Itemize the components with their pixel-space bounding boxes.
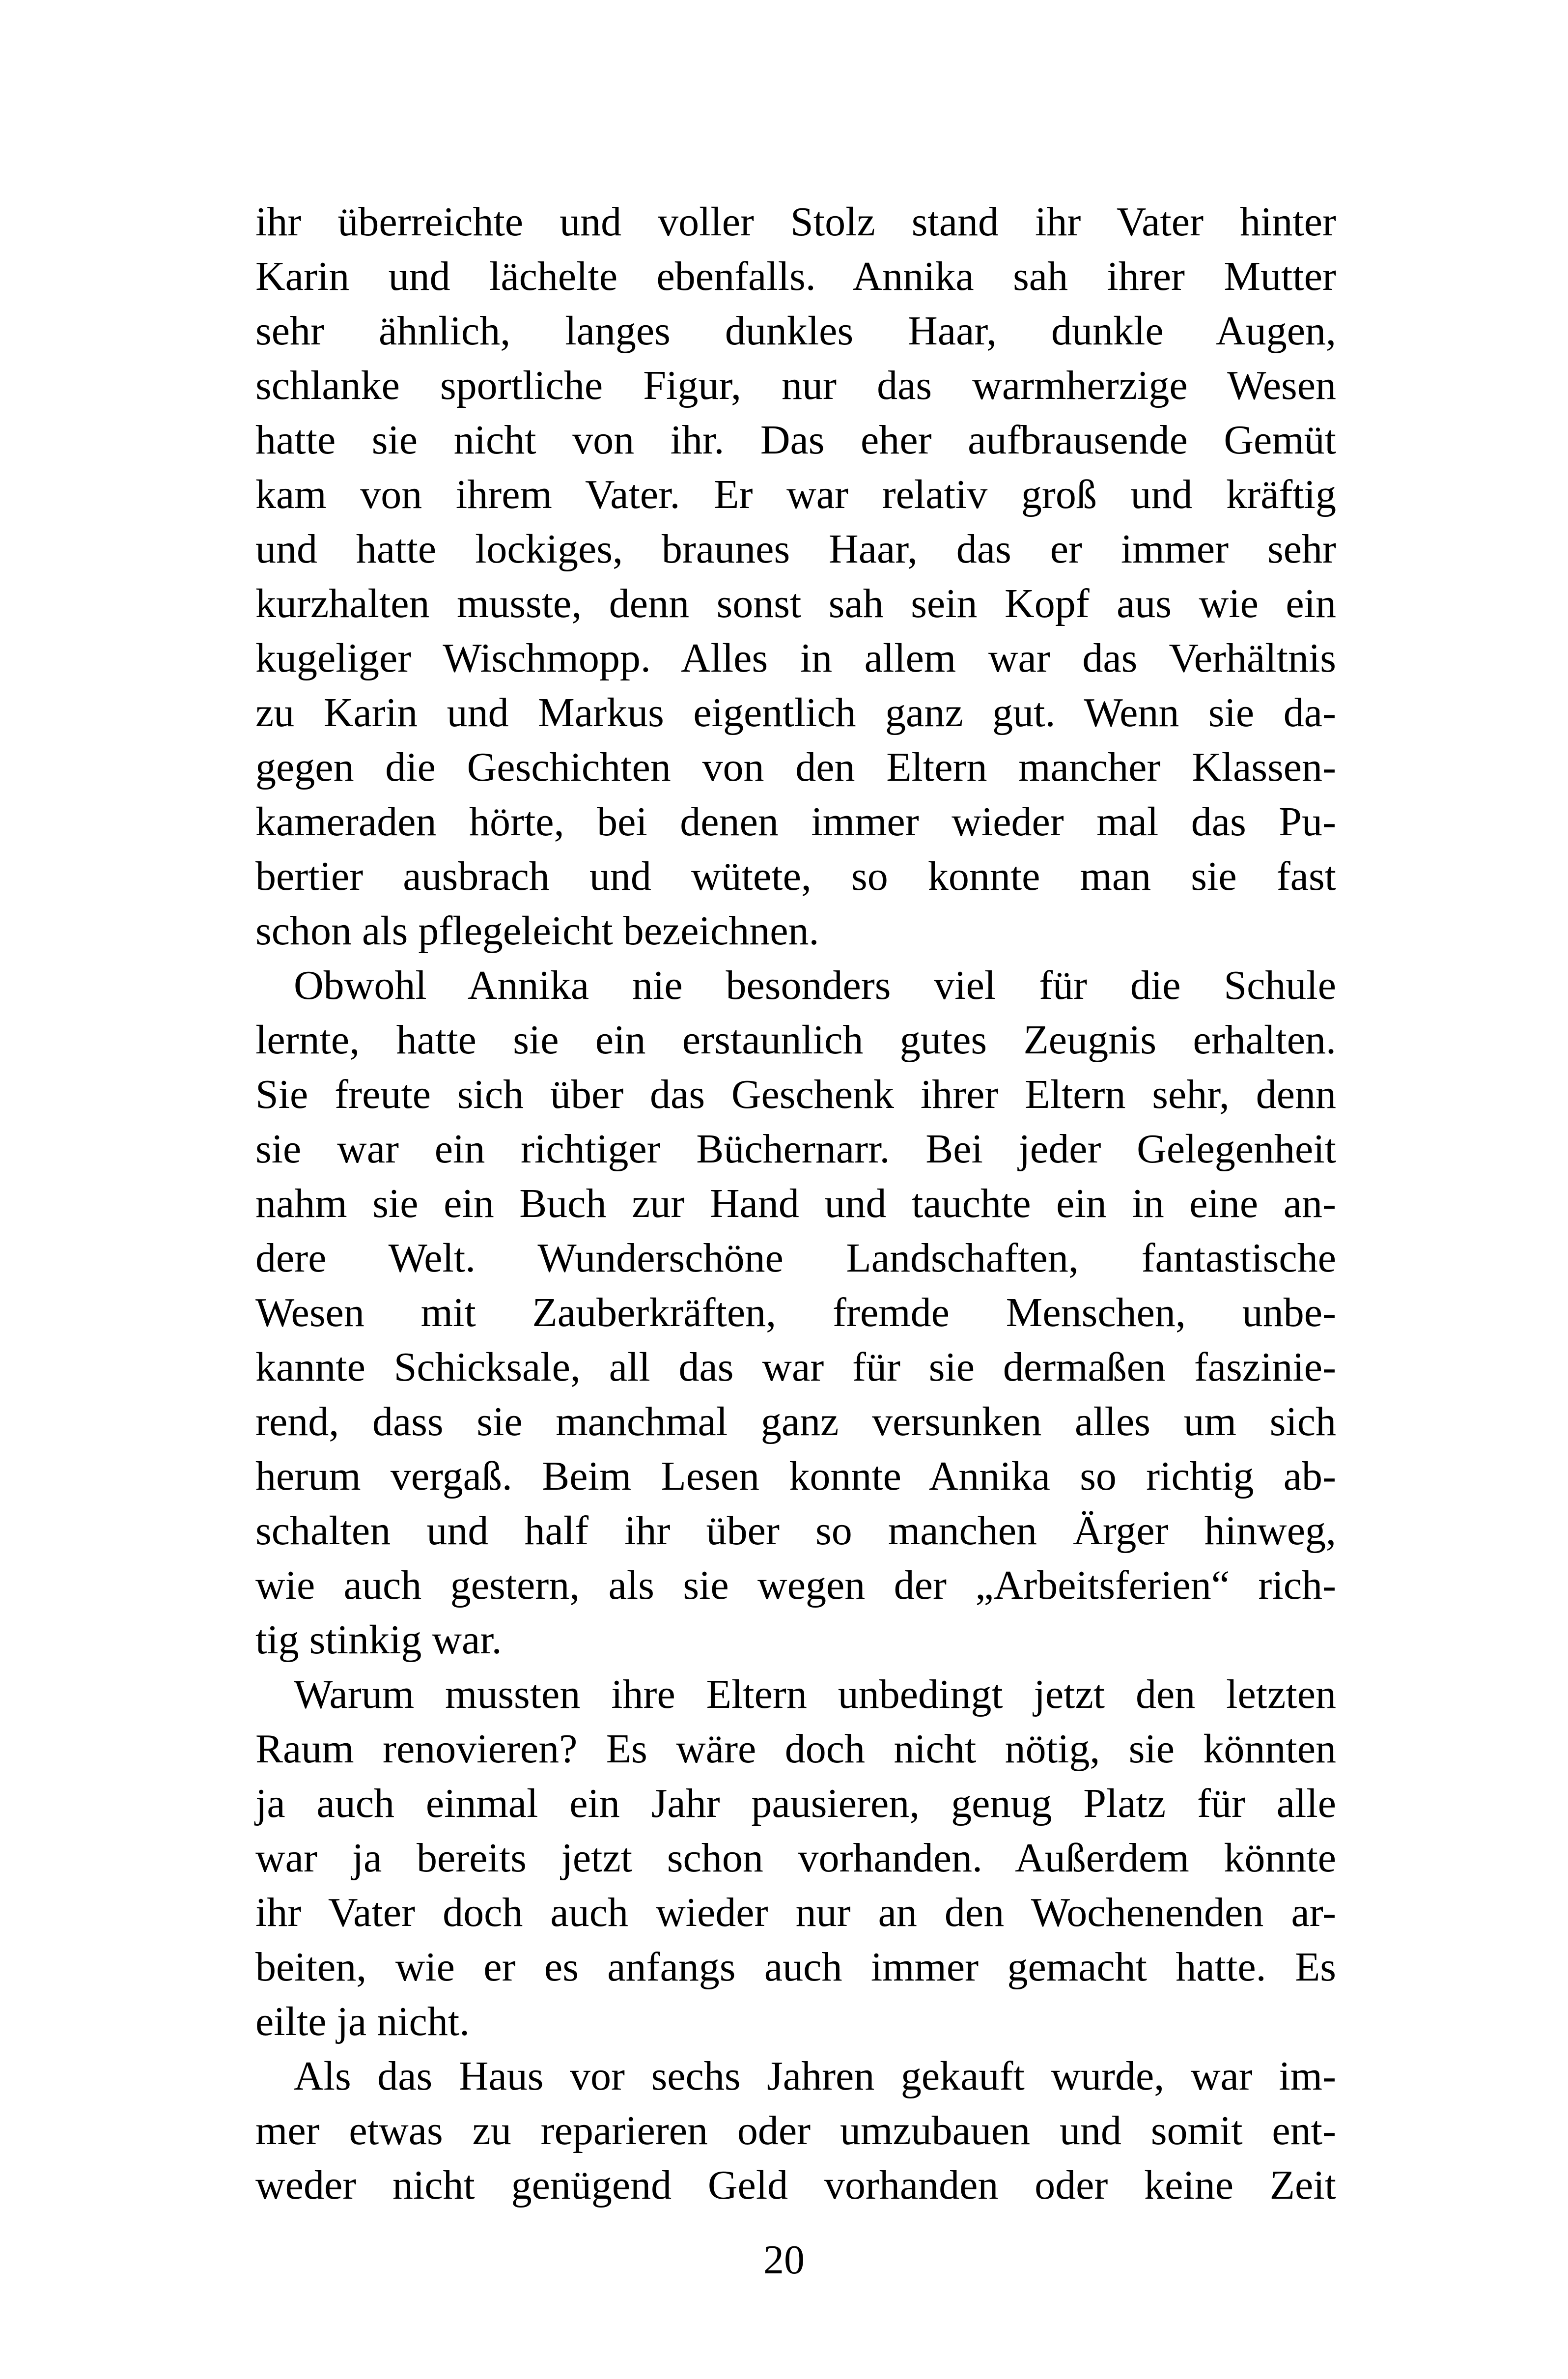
text-line: mer etwas zu reparieren oder umzubauen und somit ent- — [255, 2108, 1336, 2153]
text-line: ihr überreichte und voller Stolz stand ihr Vater hinter — [255, 199, 1336, 245]
text-line: eilte ja nicht. — [255, 1999, 470, 2044]
text-line: weder nicht genügend Geld vorhanden oder keine Zeit — [255, 2162, 1336, 2208]
text-line: sehr ähnlich, langes dunkles Haar, dunkle Augen, — [255, 308, 1336, 354]
text-line: schlanke sportliche Figur, nur das warmherzige Wesen — [255, 363, 1336, 408]
body-text — [255, 195, 1336, 2212]
text-line: schon als pflegeleicht bezeichnen. — [255, 908, 819, 954]
text-line: schalten und half ihr über so manchen Ärger hinweg, — [255, 1508, 1336, 1554]
text-line: nahm sie ein Buch zur Hand und tauchte ein in eine an- — [255, 1181, 1336, 1226]
text-line: und hatte lockiges, braunes Haar, das er immer sehr — [255, 526, 1336, 572]
text-line: Sie freute sich über das Geschenk ihrer Eltern sehr, denn — [255, 1072, 1336, 1117]
text-line: war ja bereits jetzt schon vorhanden. Außerdem könnte — [255, 1835, 1336, 1881]
text-line: tig stinkig war. — [255, 1617, 502, 1663]
text-line: Wesen mit Zauberkräften, fremde Menschen, unbe- — [255, 1290, 1336, 1335]
text-line: ihr Vater doch auch wieder nur an den Wochenenden ar- — [255, 1890, 1336, 1935]
text-line: wie auch gestern, als sie wegen der „Arbeitsferien“ rich- — [255, 1562, 1336, 1608]
text-line: sie war ein richtiger Büchernarr. Bei jeder Gelegenheit — [255, 1126, 1336, 1172]
text-line: dere Welt. Wunderschöne Landschaften, fantastische — [255, 1235, 1336, 1281]
text-line: kam von ihrem Vater. Er war relativ groß und kräftig — [255, 472, 1336, 517]
text-line: hatte sie nicht von ihr. Das eher aufbrausende Gemüt — [255, 417, 1336, 463]
page-number: 20 — [763, 2237, 805, 2283]
text-line: rend, dass sie manchmal ganz versunken alles um sich — [255, 1399, 1336, 1444]
text-line: kurzhalten musste, denn sonst sah sein Kopf aus wie ein — [255, 581, 1336, 626]
text-line: bertier ausbrach und wütete, so konnte man sie fast — [255, 853, 1336, 899]
paragraph — [255, 2049, 1336, 2212]
text-line: beiten, wie er es anfangs auch immer gemacht hatte. Es — [255, 1944, 1336, 1990]
text-line: kameraden hörte, bei denen immer wieder mal das Pu- — [255, 799, 1336, 845]
text-line: zu Karin und Markus eigentlich ganz gut. Wenn sie da- — [255, 690, 1336, 736]
text-line: kugeliger Wischmopp. Alles in allem war das Verhältnis — [255, 635, 1336, 681]
text-line: Obwohl Annika nie besonders viel für die Schule — [294, 963, 1336, 1008]
text-line: Karin und lächelte ebenfalls. Annika sah ihrer Mutter — [255, 254, 1336, 299]
text-line: gegen die Geschichten von den Eltern mancher Klassen- — [255, 744, 1336, 790]
paragraph — [255, 958, 1336, 1667]
text-line: lernte, hatte sie ein erstaunlich gutes Zeugnis erhalten. — [255, 1017, 1336, 1063]
text-line: Als das Haus vor sechs Jahren gekauft wurde, war im- — [294, 2053, 1336, 2099]
paragraph — [255, 195, 1336, 958]
paragraph — [255, 1667, 1336, 2049]
text-line: ja auch einmal ein Jahr pausieren, genug Platz für alle — [255, 1781, 1336, 1826]
text-line: herum vergaß. Beim Lesen konnte Annika so richtig ab- — [255, 1453, 1336, 1499]
text-line: Warum mussten ihre Eltern unbedingt jetzt den letzten — [294, 1671, 1336, 1717]
text-line: Raum renovieren? Es wäre doch nicht nötig, sie könnten — [255, 1726, 1336, 1772]
text-line: kannte Schicksale, all das war für sie dermaßen faszinie- — [255, 1344, 1336, 1390]
